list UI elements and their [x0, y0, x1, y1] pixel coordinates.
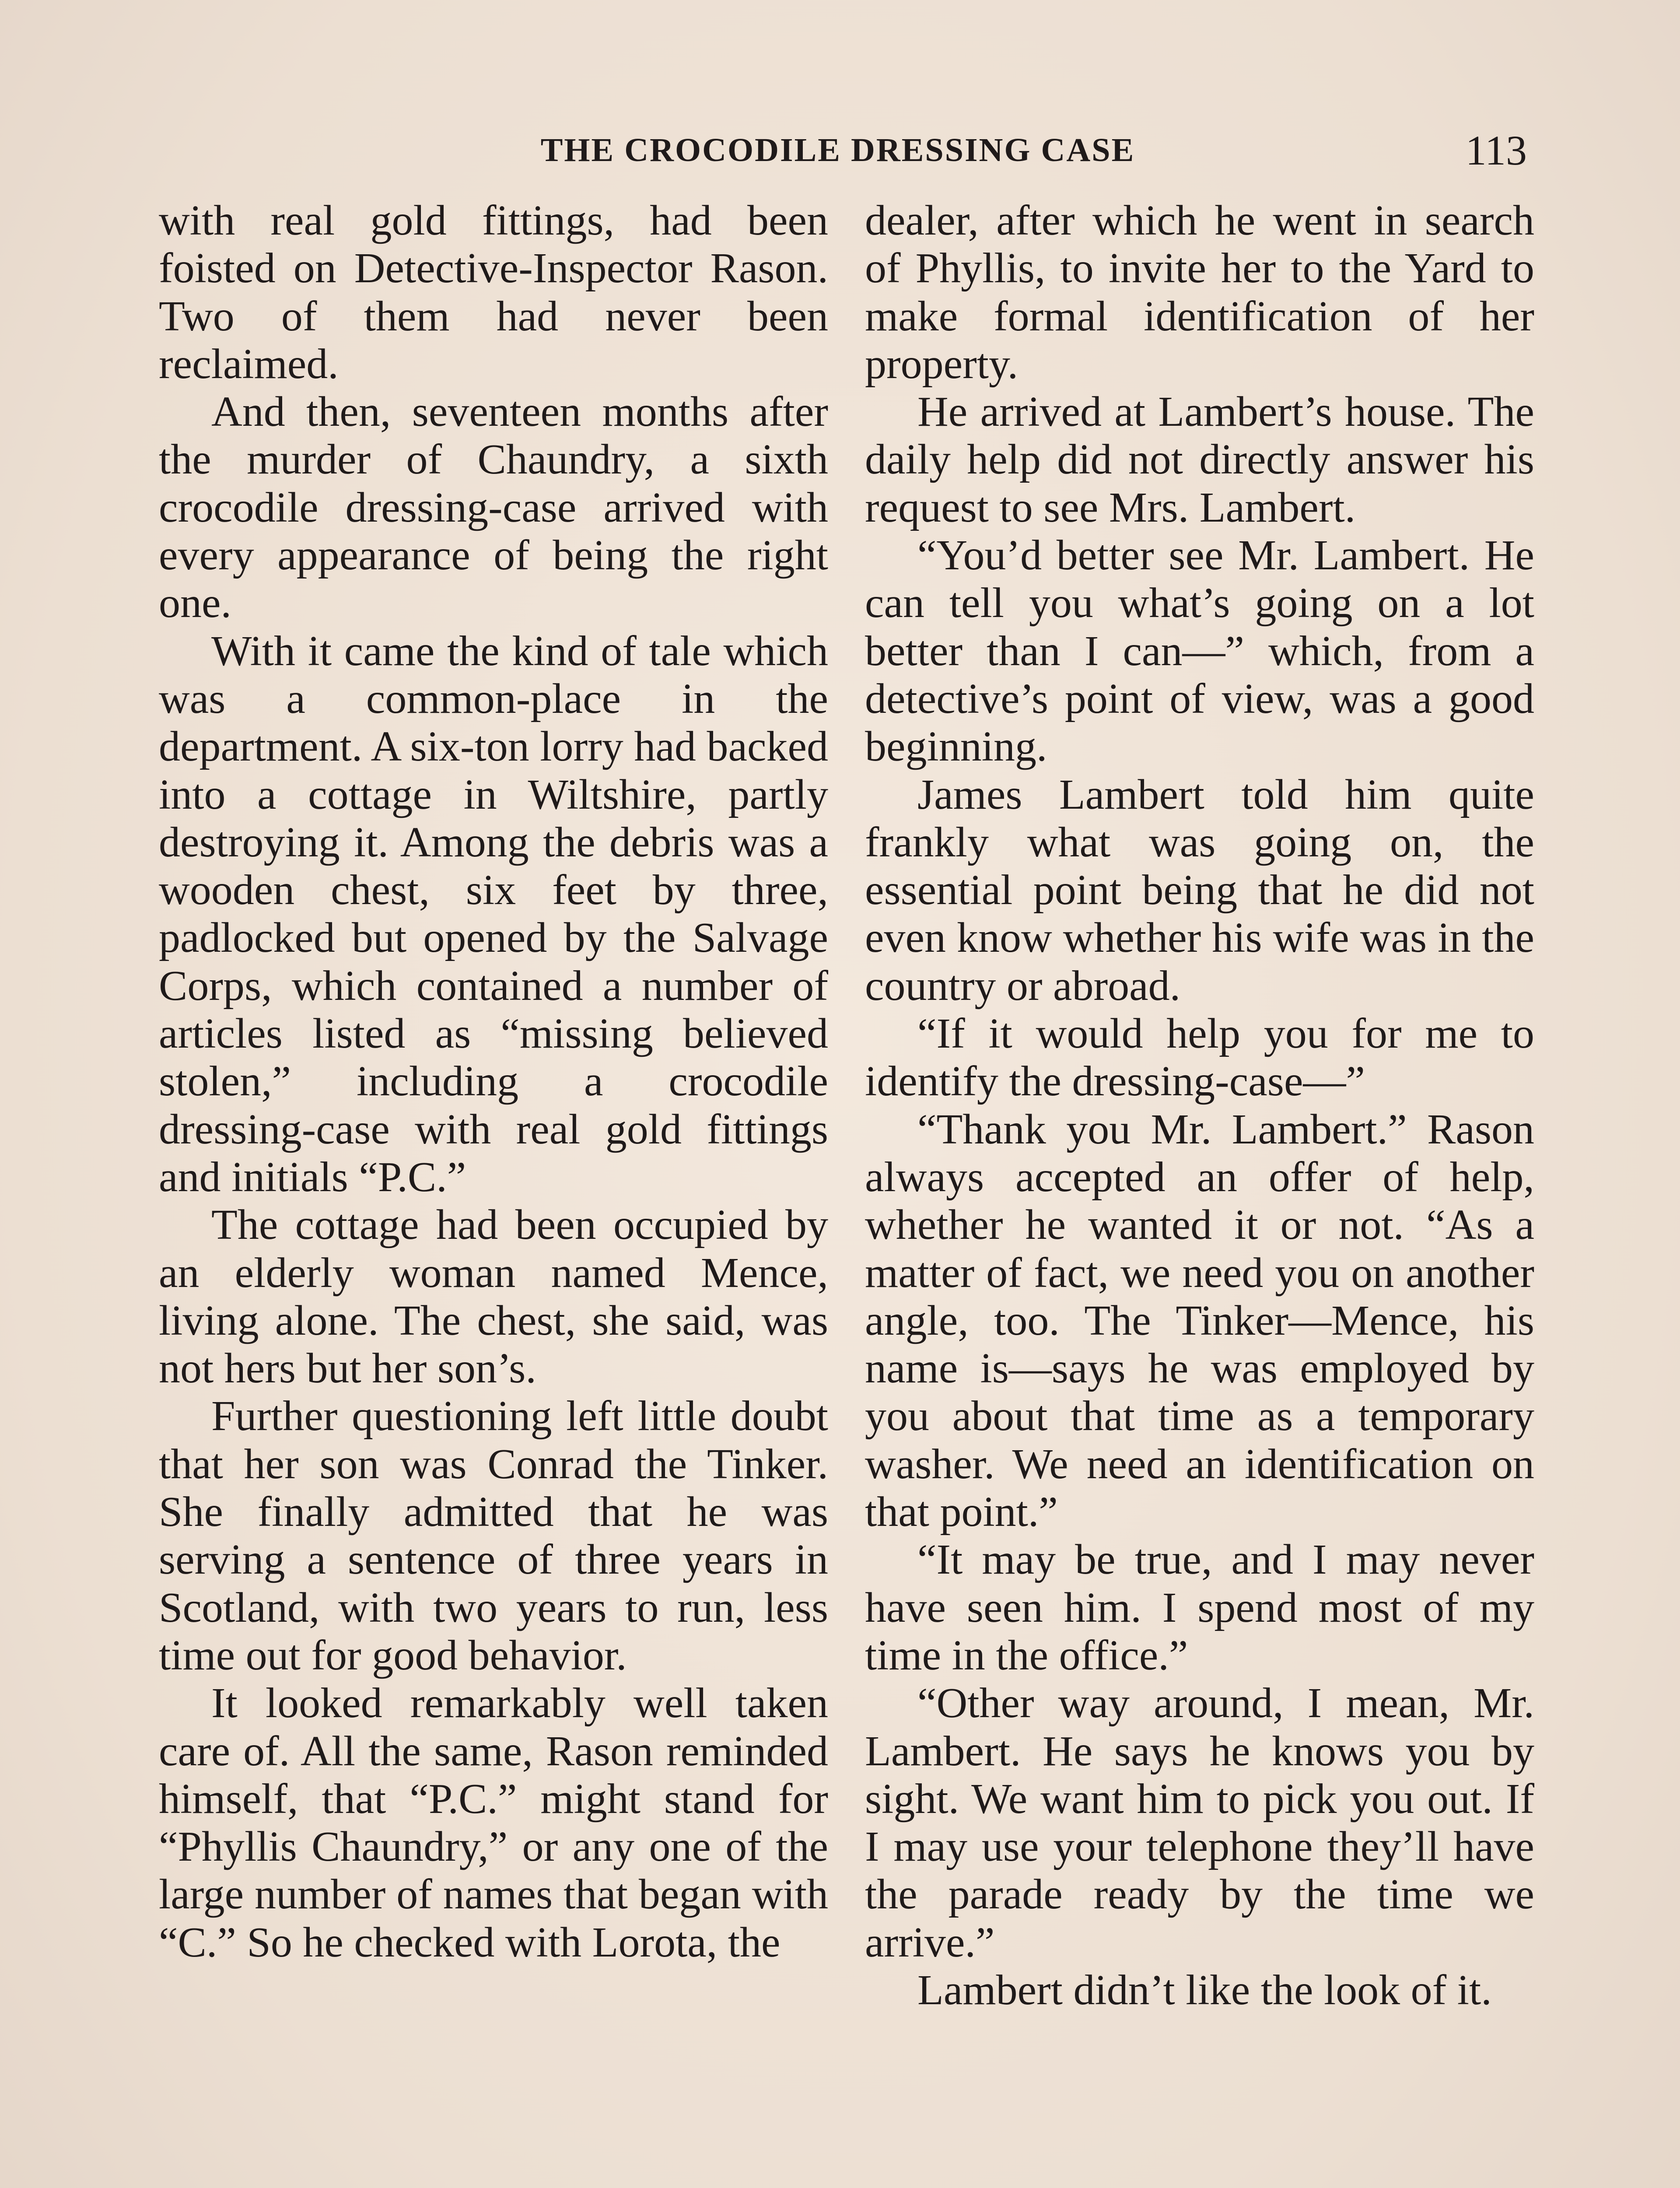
- paragraph: dealer, after which he went in search of Phyllis, to invite her to the Yard to make formal identification of her property.: [865, 197, 1534, 388]
- paragraph: “Thank you Mr. Lambert.” Rason always accepted an offer of help, whether he wanted it or not. “As a matter of fact, we need you on another angle, too. The Tinker—Mence, his name is—says he was employed by you about that time as a temporary washer. We need an identification on that point.”: [865, 1105, 1534, 1536]
- left-column: [159, 197, 828, 1967]
- paragraph: Further questioning left little doubt that her son was Conrad the Tinker. She finally admitted that he was serving a sentence of three years in Scotland, with two years to run, less time out for good behavior.: [159, 1392, 828, 1679]
- paragraph: With it came the kind of tale which was a common-place in the department. A six-ton lorry had backed into a cottage in Wiltshire, partly destroying it. Among the debris was a wooden chest, six feet by three, padlocked but opened by the Salvage Corps, which contained a number of articles listed as “missing believed stolen,” including a crocodile dressing-case with real gold fittings and initials “P.C.”: [159, 627, 828, 1201]
- paragraph: It looked remarkably well taken care of. All the same, Rason reminded himself, that “P.C.” might stand for “Phyllis Chaundry,” or any one of the large number of names that began with “C.” So he checked with Lorota, the: [159, 1680, 828, 1966]
- paragraph: And then, seventeen months after the murder of Chaundry, a sixth crocodile dressing-case arrived with every appearance of being the right one.: [159, 388, 828, 627]
- paragraph: “It may be true, and I may never have seen him. I spend most of my time in the office.”: [865, 1536, 1534, 1679]
- paragraph: James Lambert told him quite frankly what was going on, the essential point being that he did not even know whether his wife was in the country or abroad.: [865, 771, 1534, 1010]
- paragraph: with real gold fittings, had been foisted on Detective-Inspector Rason. Two of them had never been reclaimed.: [159, 197, 828, 388]
- paragraph: He arrived at Lambert’s house. The daily help did not directly answer his request to see Mrs. Lambert.: [865, 388, 1534, 531]
- paragraph: “You’d better see Mr. Lambert. He can tell you what’s going on a lot better than I can—” which, from a detective’s point of view, was a good beginning.: [865, 532, 1534, 771]
- right-column: [865, 197, 1534, 2014]
- paragraph: The cottage had been occupied by an elderly woman named Mence, living alone. The chest, she said, was not hers but her son’s.: [159, 1201, 828, 1392]
- paragraph: Lambert didn’t like the look of it.: [917, 1966, 1492, 2014]
- paragraph: “If it would help you for me to identify the dressing-case—”: [865, 1010, 1534, 1105]
- paragraph: “Other way around, I mean, Mr. Lambert. He says he knows you by sight. We want him to pick you out. If I may use your telephone they’ll have the parade ready by the time we arrive.”: [865, 1680, 1534, 1966]
- running-title: THE CROCODILE DRESSING CASE: [540, 132, 1135, 168]
- page-number: 113: [1465, 127, 1527, 174]
